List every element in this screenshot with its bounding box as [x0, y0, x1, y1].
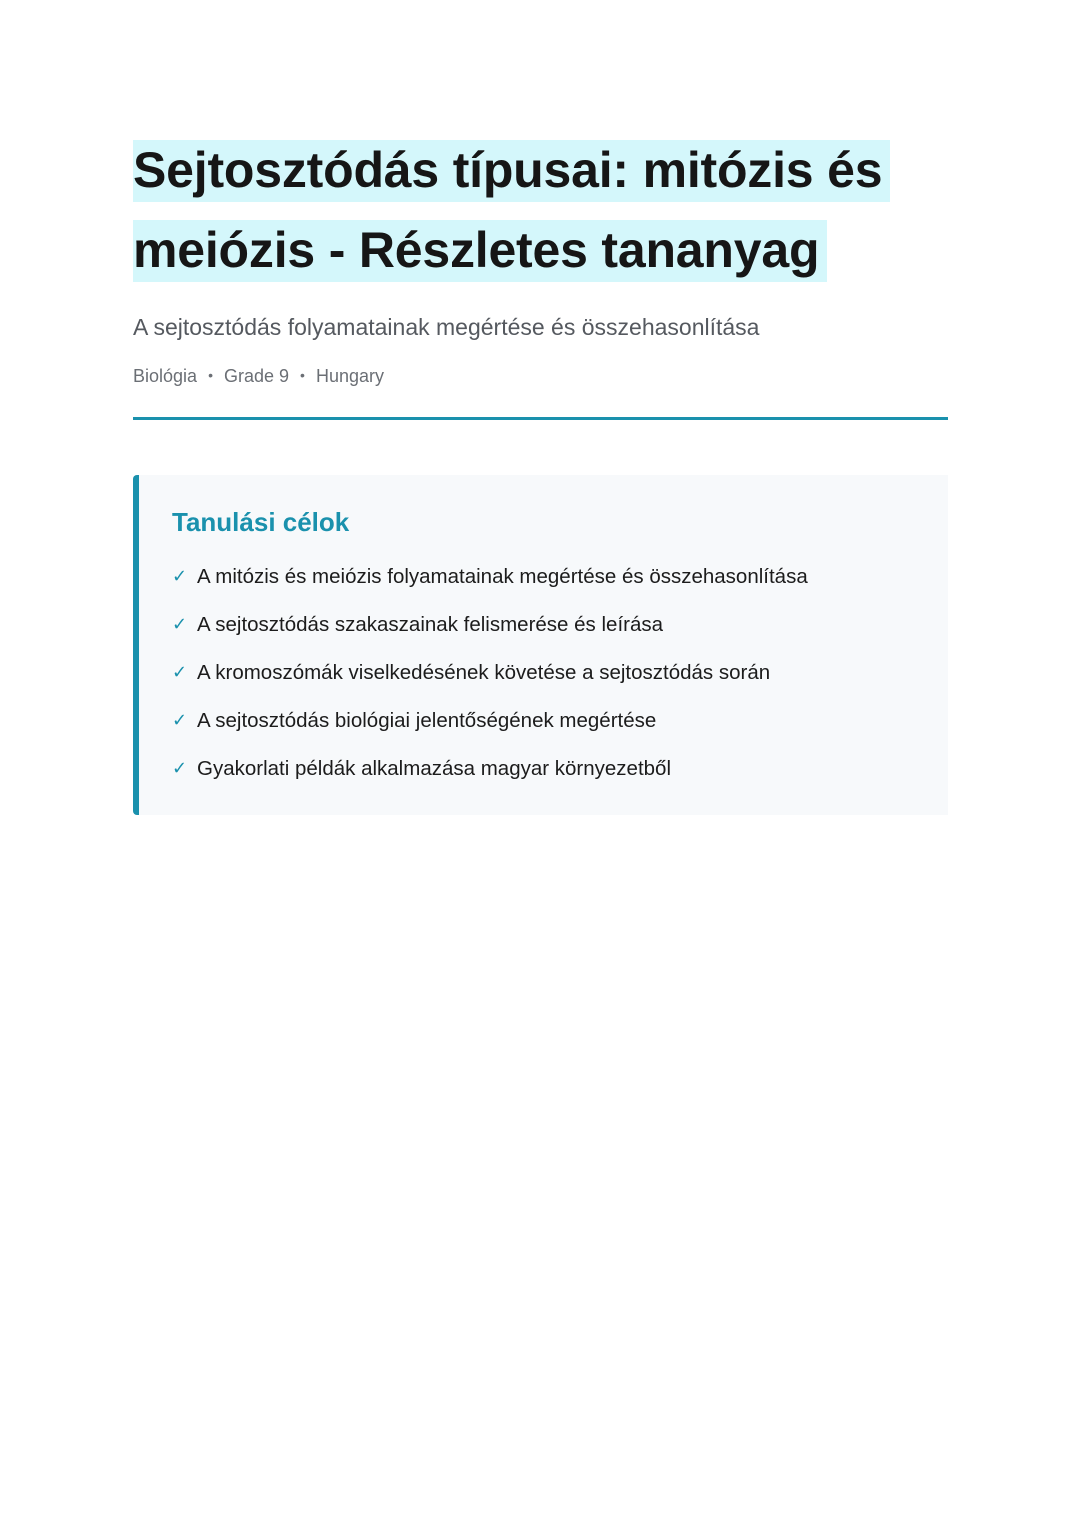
check-icon: ✓: [172, 566, 188, 587]
list-item-text: A mitózis és meiózis folyamatainak megértése és összehasonlítása: [197, 565, 808, 588]
list-item-text: Gyakorlati példák alkalmazása magyar környezetből: [197, 757, 672, 780]
meta-line: [133, 364, 948, 389]
list-item: [172, 755, 918, 783]
list-item-text: A kromoszómák viselkedésének követése a sejtosztódás során: [197, 661, 771, 684]
meta-separator: •: [300, 367, 305, 383]
learning-goals-heading: Tanulási célok: [172, 507, 350, 537]
meta-separator: •: [208, 367, 213, 383]
list-item: [172, 707, 918, 735]
check-icon: ✓: [172, 710, 188, 731]
check-icon: ✓: [172, 662, 188, 683]
meta-grade: Grade 9: [223, 366, 290, 386]
header-divider: [133, 417, 948, 420]
title-line-2: meiózis - Részletes tananyag: [133, 220, 827, 282]
page-subtitle: A sejtosztódás folyamatainak megértése és összehasonlítása: [133, 314, 760, 340]
list-item-text: A sejtosztódás szakaszainak felismerése és leírása: [197, 613, 664, 636]
check-icon: ✓: [172, 758, 188, 779]
learning-goals-box: [133, 475, 948, 815]
list-item: [172, 659, 918, 687]
list-item: [172, 563, 918, 591]
page-title: [133, 130, 948, 290]
list-item: [172, 611, 918, 639]
meta-country: Hungary: [315, 366, 385, 386]
title-line-1: Sejtosztódás típusai: mitózis és: [133, 140, 890, 202]
meta-subject: Biológia: [133, 366, 198, 386]
document-page: [133, 130, 948, 815]
check-icon: ✓: [172, 614, 188, 635]
learning-goals-list: [172, 563, 918, 783]
list-item-text: A sejtosztódás biológiai jelentőségének megértése: [197, 709, 657, 732]
